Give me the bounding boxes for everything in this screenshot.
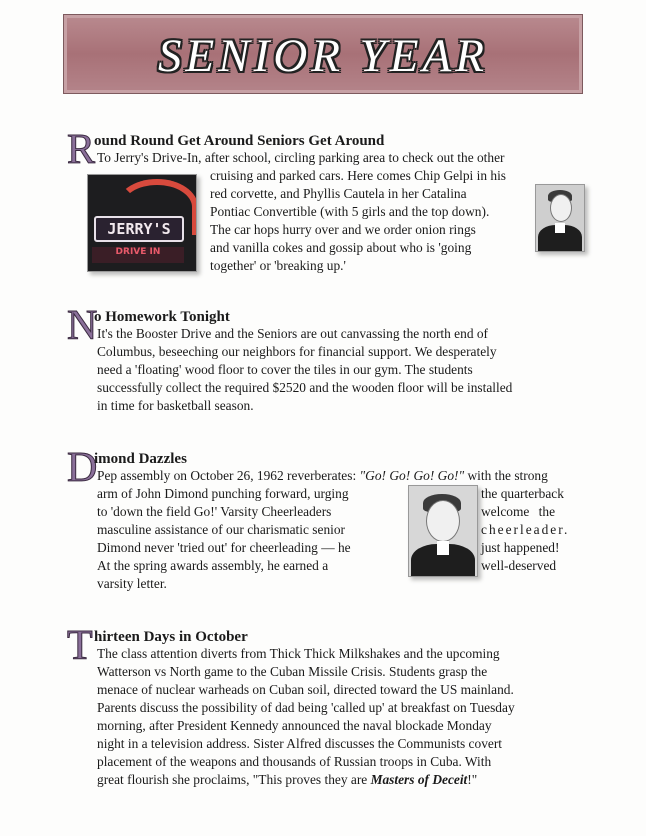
page-title: SENIOR YEAR [158,30,488,82]
drop-cap: D [67,445,98,491]
body-line: placement of the weapons and thousands of Russian troops in Cuba. With [97,754,492,769]
title-banner [63,14,583,94]
body-line: arm of John Dimond punching forward, urging [97,486,349,501]
section-body-left-column [97,485,390,593]
section-body-right-column [481,485,587,575]
section-thirteen-days [67,623,587,806]
jerrys-drive-in-photo [87,174,197,272]
body-line: need a 'floating' wood floor to cover the tiles in our gym. The students [97,362,473,377]
body-line: well-deserved [481,558,557,573]
body-text: great flourish she proclaims, "This proves they are [97,772,371,787]
section-dimond-dazzles [67,445,587,598]
body-text: !" [467,772,478,787]
section-booster-drive [67,303,587,416]
body-line: the quarterback [481,486,564,501]
body-text: Pep assembly on October 26, 1962 reverberates: [97,468,360,483]
section-body [97,645,587,789]
body-text: with the strong [464,468,548,483]
body-line: Pontiac Convertible (with 5 girls and the top down). [210,204,490,219]
body-line: Columbus, beseeching our neighbors for financial support. We desperately [97,344,497,359]
body-line: Dimond never 'tried out' for cheerleading — he [97,540,351,555]
face [550,194,572,222]
body-line [97,771,587,789]
section-heading: ound Round Get Around Seniors Get Around [94,133,385,149]
jerrys-sign: JERRY'S [94,216,184,242]
body-line: It's the Booster Drive and the Seniors are out canvassing the north end of [97,326,489,341]
body-line: At the spring awards assembly, he earned a [97,558,329,573]
body-line [97,467,587,485]
body-line: in time for basketball season. [97,398,254,413]
body-line: and vanilla cokes and gossip about who is 'going [210,240,472,255]
body-line: Parents discuss the possibility of dad being 'called up' at breakfast on Tuesday [97,700,515,715]
body-line: Watterson vs North game to the Cuban Missile Crisis. Students grasp the [97,664,488,679]
body-line: varsity letter. [97,576,167,591]
body-line: welcome the [481,504,556,519]
emphasized-phrase: Masters of Deceit [370,772,468,787]
drop-cap: T [67,623,93,669]
section-body [97,325,587,415]
body-line: morning, after President Kennedy announced the naval blockade Monday [97,718,492,733]
body-line: red corvette, and Phyllis Cautela in her Catalina [210,186,467,201]
drop-cap: N [67,303,98,349]
body-line: masculine assistance of our charismatic senior [97,522,346,537]
body-line: The class attention diverts from Thick Thick Milkshakes and the upcoming [97,646,500,661]
body-line: cruising and parked cars. Here comes Chip Gelpi in his [210,168,506,183]
body-line: menace of nuclear warheads on Cuban soil, directed toward the US mainland. [97,682,514,697]
drive-in-sign: DRIVE IN [92,247,184,263]
section-body [97,149,587,167]
section-heading: o Homework Tonight [94,309,230,325]
face [426,500,460,542]
section-body [97,467,587,485]
drop-cap: R [67,127,96,173]
body-line: to 'down the field Go!' Varsity Cheerleaders [97,504,332,519]
section-heading: imond Dazzles [94,451,187,467]
body-line: To Jerry's Drive-In, after school, circling parking area to check out the other [97,150,505,165]
body-line: The car hops hurry over and we order onion rings [210,222,476,237]
body-line: cheerleader. [481,522,570,537]
body-line: just happened! [481,540,560,555]
collar [437,541,449,555]
collar [555,223,565,233]
section-heading: hirteen Days in October [94,629,248,645]
john-dimond-portrait [408,485,478,577]
cheer-quote: "Go! Go! Go! Go!" [359,468,465,483]
section-body-wrapped [210,167,587,275]
body-line: together' or 'breaking up.' [210,258,346,273]
body-line: successfully collect the required $2520 and the wooden floor will be installed [97,380,513,395]
chip-gelpi-portrait [535,184,585,252]
body-line: night in a television address. Sister Alfred discusses the Communists covert [97,736,503,751]
